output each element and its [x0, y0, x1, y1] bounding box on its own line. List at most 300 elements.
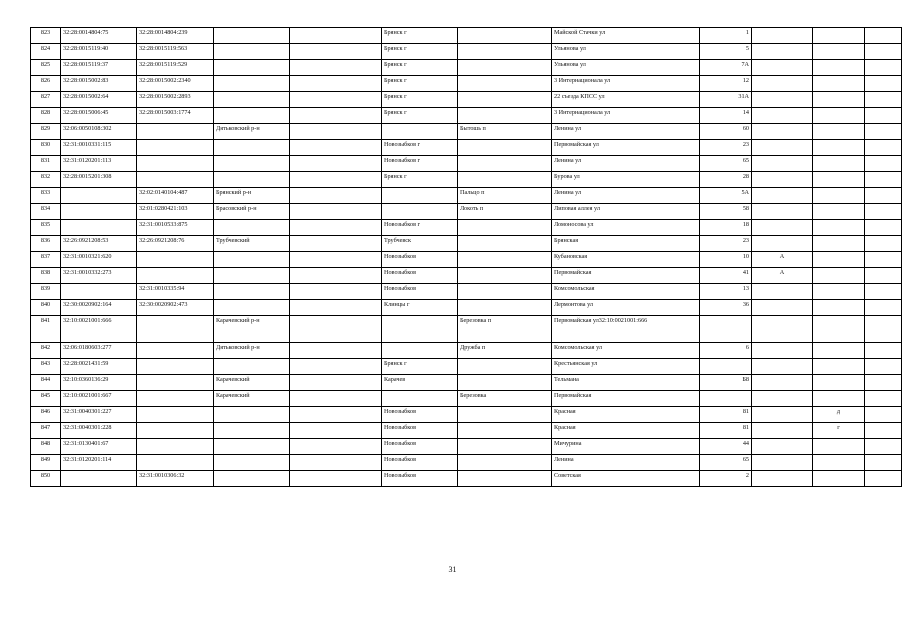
empty-cell	[290, 423, 382, 439]
house-number-cell: 23	[700, 140, 752, 156]
cadastral-number-cell: 32:31:0120201:113	[61, 156, 137, 172]
empty-cell	[290, 220, 382, 236]
empty-cell	[290, 60, 382, 76]
settlement-cell: Новозыбков г	[382, 220, 458, 236]
building-cadastral-number-cell	[137, 140, 214, 156]
district-cell	[214, 44, 290, 60]
locality-cell	[458, 455, 552, 471]
apartment-letter-cell	[813, 172, 865, 188]
street-cell: 3 Интернационала ул	[552, 76, 700, 92]
settlement-cell: Брянск г	[382, 172, 458, 188]
building-cadastral-number-cell	[137, 455, 214, 471]
building-cadastral-number-cell	[137, 423, 214, 439]
locality-cell	[458, 407, 552, 423]
cadastral-number-cell: 32:06:0180603:277	[61, 343, 137, 359]
settlement-cell	[382, 124, 458, 140]
empty-cell	[865, 188, 902, 204]
building-letter-cell	[752, 471, 813, 487]
settlement-cell: Брянск г	[382, 76, 458, 92]
apartment-letter-cell	[813, 284, 865, 300]
empty-cell	[865, 439, 902, 455]
settlement-cell: Брянск г	[382, 44, 458, 60]
empty-cell	[865, 359, 902, 375]
street-cell: Липовая аллея ул	[552, 204, 700, 220]
row-number: 840	[31, 300, 61, 316]
locality-cell	[458, 236, 552, 252]
settlement-cell: Новозыбков	[382, 439, 458, 455]
empty-cell	[865, 236, 902, 252]
building-cadastral-number-cell: 32:28:0014804:239	[137, 28, 214, 44]
house-number-cell: 18	[700, 220, 752, 236]
empty-cell	[865, 204, 902, 220]
table-row	[31, 76, 902, 92]
locality-cell: Березовка п	[458, 316, 552, 343]
cadastral-number-cell	[61, 204, 137, 220]
table-body	[31, 28, 902, 487]
district-cell: Карачевский	[214, 391, 290, 407]
locality-cell	[458, 220, 552, 236]
row-number: 823	[31, 28, 61, 44]
table-row	[31, 108, 902, 124]
apartment-letter-cell	[813, 44, 865, 60]
empty-cell	[290, 375, 382, 391]
cadastral-number-cell: 32:10:0021001:666	[61, 316, 137, 343]
street-cell: Комсомольская ул	[552, 343, 700, 359]
apartment-letter-cell	[813, 108, 865, 124]
building-letter-cell	[752, 188, 813, 204]
row-number: 834	[31, 204, 61, 220]
building-letter-cell	[752, 284, 813, 300]
empty-cell	[865, 268, 902, 284]
street-cell: Ленина ул	[552, 156, 700, 172]
district-cell	[214, 156, 290, 172]
apartment-letter-cell	[813, 375, 865, 391]
locality-cell	[458, 92, 552, 108]
street-cell: Первомайская	[552, 391, 700, 407]
cadastral-number-cell	[61, 471, 137, 487]
apartment-letter-cell	[813, 236, 865, 252]
row-number: 843	[31, 359, 61, 375]
cadastral-number-cell: 32:31:0010332:273	[61, 268, 137, 284]
street-cell: Советская	[552, 471, 700, 487]
row-number: 832	[31, 172, 61, 188]
apartment-letter-cell	[813, 204, 865, 220]
street-cell: Ульянова ул	[552, 44, 700, 60]
apartment-letter-cell	[813, 455, 865, 471]
district-cell	[214, 172, 290, 188]
apartment-letter-cell	[813, 391, 865, 407]
cadastral-number-cell: 32:31:0040301:228	[61, 423, 137, 439]
district-cell	[214, 455, 290, 471]
building-letter-cell	[752, 300, 813, 316]
street-cell: Лермонтова ул	[552, 300, 700, 316]
apartment-letter-cell	[813, 140, 865, 156]
building-letter-cell	[752, 156, 813, 172]
table-row	[31, 359, 902, 375]
row-number: 847	[31, 423, 61, 439]
empty-cell	[290, 316, 382, 343]
street-cell: Красная	[552, 423, 700, 439]
building-cadastral-number-cell: 32:02:0140104:487	[137, 188, 214, 204]
district-cell	[214, 268, 290, 284]
district-cell: Брасовский р-н	[214, 204, 290, 220]
apartment-letter-cell: д	[813, 407, 865, 423]
empty-cell	[865, 391, 902, 407]
street-cell: Тельмана	[552, 375, 700, 391]
house-number-cell: 58	[700, 204, 752, 220]
empty-cell	[290, 108, 382, 124]
building-cadastral-number-cell: 32:31:0010533:875	[137, 220, 214, 236]
empty-cell	[290, 44, 382, 60]
locality-cell: Дружба п	[458, 343, 552, 359]
street-cell: Ленина ул	[552, 124, 700, 140]
empty-cell	[865, 108, 902, 124]
apartment-letter-cell	[813, 60, 865, 76]
table-row	[31, 172, 902, 188]
house-number-cell: 5А	[700, 188, 752, 204]
apartment-letter-cell: г	[813, 423, 865, 439]
cadastral-number-cell: 32:28:0021431:59	[61, 359, 137, 375]
empty-cell	[290, 439, 382, 455]
page-number: 31	[448, 565, 457, 574]
table-row	[31, 300, 902, 316]
cadastral-number-cell: 32:28:0015119:37	[61, 60, 137, 76]
building-cadastral-number-cell	[137, 172, 214, 188]
locality-cell: Локоть п	[458, 204, 552, 220]
building-cadastral-number-cell: 32:28:0015002:2893	[137, 92, 214, 108]
empty-cell	[290, 359, 382, 375]
building-letter-cell	[752, 407, 813, 423]
table-row	[31, 423, 902, 439]
street-cell: Первомайская ул	[552, 140, 700, 156]
table-row	[31, 439, 902, 455]
house-number-cell: 60	[700, 124, 752, 140]
house-number-cell: 65	[700, 156, 752, 172]
settlement-cell: Новозыбков	[382, 471, 458, 487]
building-letter-cell	[752, 391, 813, 407]
empty-cell	[865, 140, 902, 156]
street-cell: Первомайская	[552, 268, 700, 284]
building-letter-cell	[752, 76, 813, 92]
row-number: 835	[31, 220, 61, 236]
empty-cell	[865, 172, 902, 188]
building-letter-cell	[752, 172, 813, 188]
building-cadastral-number-cell: 32:28:0015119:563	[137, 44, 214, 60]
cadastral-number-cell: 32:10:0360136:29	[61, 375, 137, 391]
apartment-letter-cell	[813, 92, 865, 108]
empty-cell	[865, 92, 902, 108]
building-letter-cell	[752, 359, 813, 375]
settlement-cell: Брянск г	[382, 108, 458, 124]
house-number-cell: 12	[700, 76, 752, 92]
district-cell	[214, 220, 290, 236]
house-number-cell: Б8	[700, 375, 752, 391]
table-row	[31, 471, 902, 487]
district-cell	[214, 60, 290, 76]
empty-cell	[290, 236, 382, 252]
settlement-cell	[382, 204, 458, 220]
empty-cell	[865, 76, 902, 92]
house-number-cell: 7А	[700, 60, 752, 76]
district-cell	[214, 300, 290, 316]
empty-cell	[865, 423, 902, 439]
street-cell: 22 съезда КПСС ул	[552, 92, 700, 108]
empty-cell	[865, 220, 902, 236]
table-row	[31, 220, 902, 236]
house-number-cell: 44	[700, 439, 752, 455]
table-row	[31, 188, 902, 204]
building-letter-cell	[752, 140, 813, 156]
building-letter-cell	[752, 108, 813, 124]
settlement-cell: Новозыбков г	[382, 140, 458, 156]
locality-cell	[458, 172, 552, 188]
apartment-letter-cell	[813, 359, 865, 375]
building-letter-cell: А	[752, 252, 813, 268]
building-cadastral-number-cell	[137, 343, 214, 359]
building-cadastral-number-cell: 32:31:0010306:32	[137, 471, 214, 487]
locality-cell	[458, 76, 552, 92]
table-row	[31, 407, 902, 423]
empty-cell	[290, 28, 382, 44]
empty-cell	[865, 455, 902, 471]
apartment-letter-cell	[813, 252, 865, 268]
row-number: 829	[31, 124, 61, 140]
district-cell	[214, 407, 290, 423]
building-cadastral-number-cell: 32:30:0020902:473	[137, 300, 214, 316]
building-cadastral-number-cell	[137, 124, 214, 140]
row-number: 825	[31, 60, 61, 76]
cadastral-number-cell: 32:26:0921208:53	[61, 236, 137, 252]
empty-cell	[865, 316, 902, 343]
table-row	[31, 391, 902, 407]
building-cadastral-number-cell	[137, 359, 214, 375]
empty-cell	[290, 471, 382, 487]
house-number-cell: 2	[700, 471, 752, 487]
house-number-cell: 65	[700, 455, 752, 471]
settlement-cell: Брянск г	[382, 28, 458, 44]
empty-cell	[290, 300, 382, 316]
locality-cell: Пальцо п	[458, 188, 552, 204]
cadastral-number-cell: 32:31:0040301:227	[61, 407, 137, 423]
building-cadastral-number-cell	[137, 316, 214, 343]
building-cadastral-number-cell	[137, 252, 214, 268]
table-row	[31, 375, 902, 391]
house-number-cell: 36	[700, 300, 752, 316]
row-number: 846	[31, 407, 61, 423]
empty-cell	[290, 172, 382, 188]
house-number-cell: 1	[700, 28, 752, 44]
empty-cell	[290, 391, 382, 407]
district-cell: Карачевский р-н	[214, 316, 290, 343]
empty-cell	[290, 284, 382, 300]
building-cadastral-number-cell	[137, 268, 214, 284]
empty-cell	[865, 28, 902, 44]
house-number-cell	[700, 359, 752, 375]
settlement-cell: Брянск г	[382, 359, 458, 375]
locality-cell: Березовка	[458, 391, 552, 407]
settlement-cell: Брянск г	[382, 60, 458, 76]
locality-cell	[458, 44, 552, 60]
empty-cell	[290, 455, 382, 471]
building-cadastral-number-cell	[137, 391, 214, 407]
house-number-cell: 10	[700, 252, 752, 268]
building-cadastral-number-cell: 32:26:0921208:76	[137, 236, 214, 252]
empty-cell	[290, 76, 382, 92]
district-cell: Брянский р-н	[214, 188, 290, 204]
empty-cell	[865, 343, 902, 359]
district-cell	[214, 252, 290, 268]
building-cadastral-number-cell: 32:31:0010335:94	[137, 284, 214, 300]
settlement-cell: Новозыбков	[382, 423, 458, 439]
house-number-cell	[700, 316, 752, 343]
row-number: 830	[31, 140, 61, 156]
apartment-letter-cell	[813, 471, 865, 487]
row-number: 841	[31, 316, 61, 343]
house-number-cell: 41	[700, 268, 752, 284]
cadastral-number-cell: 32:31:0010321:620	[61, 252, 137, 268]
house-number-cell: 5	[700, 44, 752, 60]
row-number: 831	[31, 156, 61, 172]
settlement-cell: Новозыбков	[382, 268, 458, 284]
table-row	[31, 343, 902, 359]
cadastral-number-cell: 32:28:0015006:45	[61, 108, 137, 124]
table-row	[31, 92, 902, 108]
street-cell: Ленина ул	[552, 188, 700, 204]
building-cadastral-number-cell	[137, 407, 214, 423]
apartment-letter-cell	[813, 343, 865, 359]
locality-cell	[458, 359, 552, 375]
locality-cell	[458, 140, 552, 156]
settlement-cell	[382, 391, 458, 407]
row-number: 839	[31, 284, 61, 300]
district-cell	[214, 76, 290, 92]
district-cell	[214, 423, 290, 439]
locality-cell	[458, 268, 552, 284]
table-row	[31, 455, 902, 471]
house-number-cell	[700, 391, 752, 407]
row-number: 824	[31, 44, 61, 60]
cadastral-number-cell: 32:31:0010331:115	[61, 140, 137, 156]
table-row	[31, 236, 902, 252]
building-letter-cell	[752, 204, 813, 220]
settlement-cell: Брянск г	[382, 92, 458, 108]
cadastral-number-cell: 32:30:0020902:164	[61, 300, 137, 316]
building-cadastral-number-cell	[137, 439, 214, 455]
district-cell	[214, 28, 290, 44]
district-cell: Трубчевский	[214, 236, 290, 252]
street-cell: Ульянова ул	[552, 60, 700, 76]
settlement-cell: Новозыбков	[382, 407, 458, 423]
building-letter-cell	[752, 375, 813, 391]
row-number: 827	[31, 92, 61, 108]
district-cell	[214, 108, 290, 124]
empty-cell	[290, 140, 382, 156]
street-cell: Красная	[552, 407, 700, 423]
district-cell	[214, 359, 290, 375]
district-cell: Карачевский	[214, 375, 290, 391]
row-number: 849	[31, 455, 61, 471]
district-cell	[214, 439, 290, 455]
table-row	[31, 124, 902, 140]
row-number: 844	[31, 375, 61, 391]
locality-cell	[458, 471, 552, 487]
empty-cell	[865, 252, 902, 268]
street-cell: Комсомольская	[552, 284, 700, 300]
building-cadastral-number-cell: 32:28:0015002:2340	[137, 76, 214, 92]
empty-cell	[865, 124, 902, 140]
apartment-letter-cell	[813, 28, 865, 44]
apartment-letter-cell	[813, 220, 865, 236]
row-number: 845	[31, 391, 61, 407]
settlement-cell	[382, 316, 458, 343]
locality-cell	[458, 300, 552, 316]
house-number-cell: 81	[700, 423, 752, 439]
house-number-cell: 31А	[700, 92, 752, 108]
building-letter-cell	[752, 439, 813, 455]
locality-cell	[458, 423, 552, 439]
building-letter-cell	[752, 220, 813, 236]
house-number-cell: 28	[700, 172, 752, 188]
building-letter-cell	[752, 343, 813, 359]
district-cell	[214, 92, 290, 108]
street-cell: Майской Стачки ул	[552, 28, 700, 44]
building-cadastral-number-cell: 32:01:0280421:103	[137, 204, 214, 220]
settlement-cell: Новозыбков	[382, 455, 458, 471]
cadastral-number-cell: 32:28:0014804:75	[61, 28, 137, 44]
table-row	[31, 156, 902, 172]
cadastral-number-cell	[61, 220, 137, 236]
locality-cell	[458, 108, 552, 124]
row-number: 850	[31, 471, 61, 487]
locality-cell	[458, 28, 552, 44]
empty-cell	[865, 156, 902, 172]
building-cadastral-number-cell: 32:28:0015119:529	[137, 60, 214, 76]
cadastral-number-cell: 32:10:0021001:667	[61, 391, 137, 407]
apartment-letter-cell	[813, 76, 865, 92]
empty-cell	[865, 44, 902, 60]
house-number-cell: 81	[700, 407, 752, 423]
settlement-cell	[382, 188, 458, 204]
apartment-letter-cell	[813, 439, 865, 455]
house-number-cell: 13	[700, 284, 752, 300]
street-cell: Первомайская ул32:10:0021001:666	[552, 316, 700, 343]
empty-cell	[865, 60, 902, 76]
house-number-cell: 6	[700, 343, 752, 359]
building-letter-cell	[752, 423, 813, 439]
locality-cell	[458, 156, 552, 172]
table-row	[31, 252, 902, 268]
empty-cell	[865, 375, 902, 391]
apartment-letter-cell	[813, 300, 865, 316]
street-cell: Кубановская	[552, 252, 700, 268]
building-letter-cell	[752, 124, 813, 140]
apartment-letter-cell	[813, 188, 865, 204]
table-row	[31, 268, 902, 284]
settlement-cell: Новозыбков	[382, 252, 458, 268]
table-row	[31, 204, 902, 220]
settlement-cell: Трубчевск	[382, 236, 458, 252]
street-cell: Ленина	[552, 455, 700, 471]
cadastral-number-cell	[61, 188, 137, 204]
table-row	[31, 60, 902, 76]
settlement-cell	[382, 343, 458, 359]
building-letter-cell: А	[752, 268, 813, 284]
settlement-cell: Новозыбков	[382, 284, 458, 300]
street-cell: Бурова ул	[552, 172, 700, 188]
apartment-letter-cell	[813, 156, 865, 172]
empty-cell	[865, 407, 902, 423]
empty-cell	[865, 300, 902, 316]
